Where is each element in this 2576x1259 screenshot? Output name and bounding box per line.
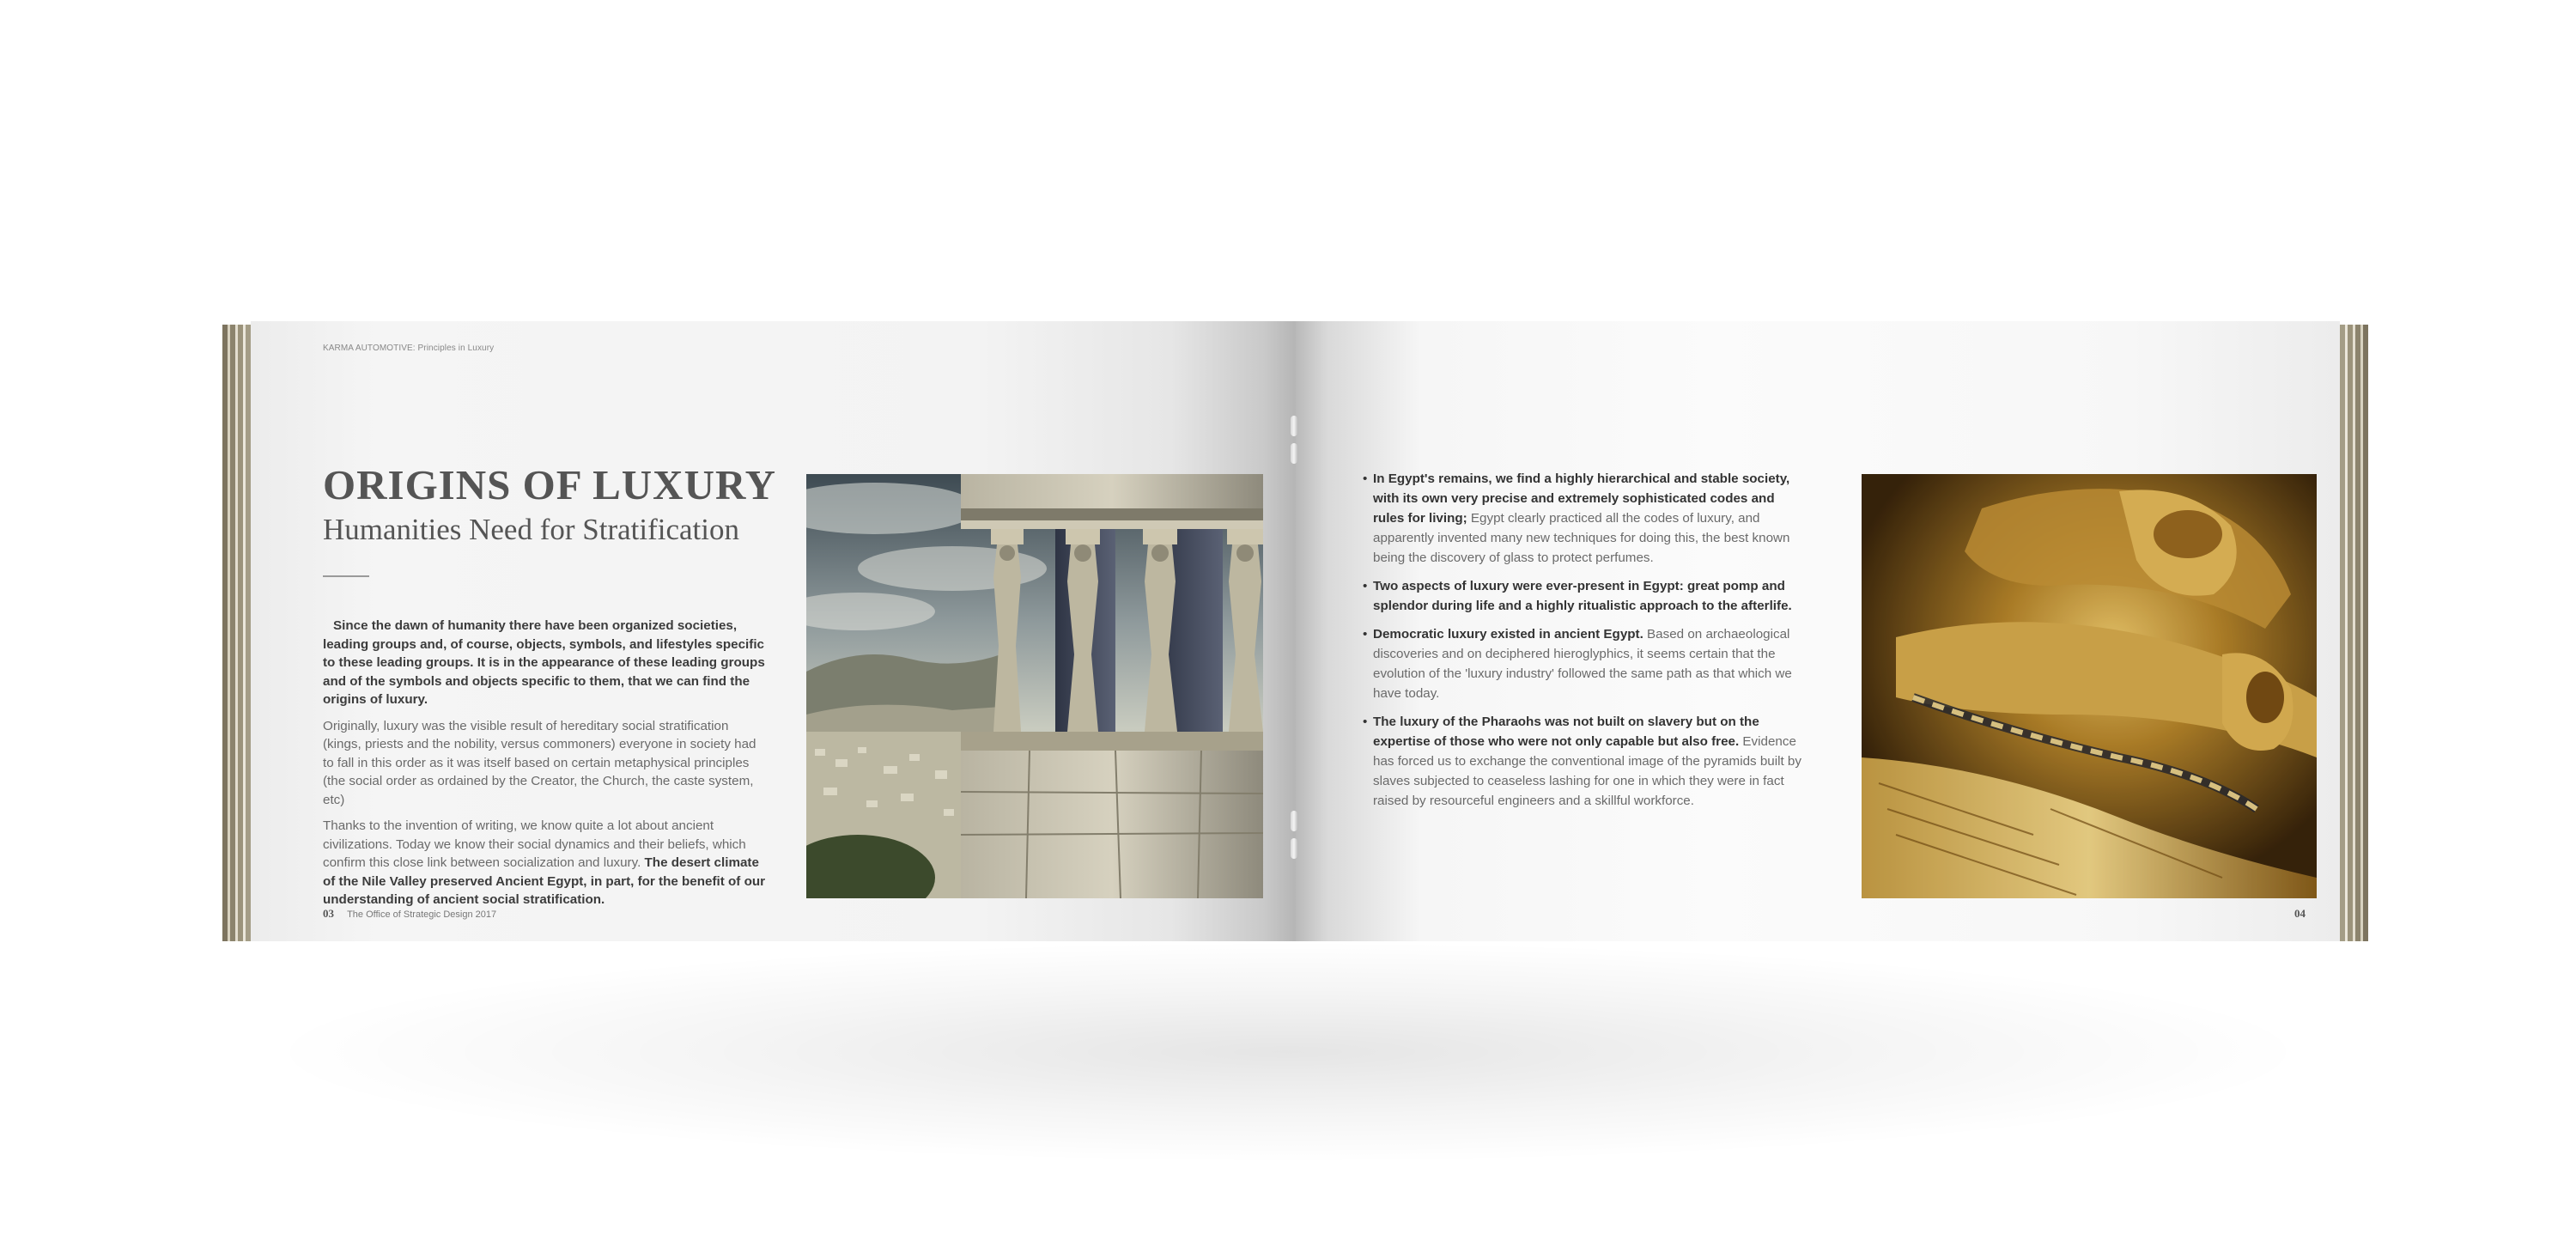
left-body-text [323, 617, 769, 917]
right-page-edges [2337, 325, 2368, 941]
bullet-4-normal: Evidence has forced us to exchange the conventional image of the pyramids built by slaves subjected to ceaseless lashing for one in which they were in fact raised by resourceful engineers and a skillful workforce. [1373, 734, 1801, 808]
bullet-4-bold: The luxury of the Pharaohs was not built on slavery but on the expertise of those who were not only capable but also free. [1373, 715, 1759, 749]
paragraph-3 [323, 817, 769, 909]
running-head: KARMA AUTOMOTIVE: Principles in Luxury [323, 344, 495, 353]
page-subtitle: Humanities Need for Stratification [323, 513, 739, 546]
binding-ring [1291, 416, 1297, 436]
bullet-2-bold: Two aspects of luxury were ever-present in Egypt: great pomp and splendor during life and a highly ritualistic approach to the afterlife. [1373, 579, 1792, 613]
lead-paragraph: Since the dawn of humanity there have been organized societies, leading groups and, of course, objects, symbols, and lifestyles specific to these leading groups. It is in the appearance of these leading groups and of the symbols and objects specific to them, that we can find the origins of luxury. [323, 618, 765, 707]
title-divider [323, 575, 369, 577]
bullet-item [1363, 469, 1809, 568]
bullet-1-normal: Egypt clearly practiced all the codes of luxury, and apparently invented many new techniques for doing this, the best known being the discovery of glass to protect perfumes. [1373, 511, 1790, 565]
bullet-item [1363, 576, 1809, 616]
right-page-number: 04 [2294, 907, 2306, 920]
bullet-3-normal: Based on archaeological discoveries and on deciphered hieroglyphics, it seems certain that the evolution of the 'luxury industry' followed the same path as that which we have today. [1373, 627, 1792, 701]
caryatids-photo [806, 474, 1263, 898]
right-folio [2294, 907, 2306, 921]
book-shadow [258, 940, 2318, 1164]
footer-text: The Office of Strategic Design 2017 [347, 909, 497, 920]
paragraph-2: Originally, luxury was the visible result of hereditary social stratification (kings, priests and the nobility, versus commoners) everyone in society had to fall in this order as it was itself based on certain metaphysical principles (the social order as ordained by the Creator, the Church, the caste system, etc) [323, 718, 756, 807]
page-title: ORIGINS OF LUXURY [323, 461, 777, 508]
right-page [1296, 321, 2340, 941]
paragraph-3-normal: Thanks to the invention of writing, we know quite a lot about ancient civilizations. Today we know their social dynamics and their beliefs, which confirm this close link between socialization and luxury. [323, 818, 746, 870]
golden-sarcophagus-photo [1862, 474, 2317, 898]
binding-ring [1291, 811, 1297, 831]
paragraph-3-bold: The desert climate of the Nile Valley preserved Ancient Egypt, in part, for the benefit of our understanding of ancient social stratification. [323, 855, 766, 907]
left-page-number: 03 [323, 907, 334, 920]
binding-ring [1291, 443, 1297, 464]
left-folio [323, 907, 496, 921]
bullet-3-bold: Democratic luxury existed in ancient Egypt. [1373, 627, 1643, 642]
binding-ring [1291, 838, 1297, 859]
bullet-item [1363, 624, 1809, 703]
left-page-edges [222, 325, 253, 941]
bullet-1-bold: In Egypt's remains, we find a highly hierarchical and stable society, with its own very precise and extremely sophisticated codes and rules for living; [1373, 471, 1790, 526]
left-page [251, 321, 1296, 941]
bullet-list [1363, 469, 1809, 819]
bullet-item [1363, 712, 1809, 811]
